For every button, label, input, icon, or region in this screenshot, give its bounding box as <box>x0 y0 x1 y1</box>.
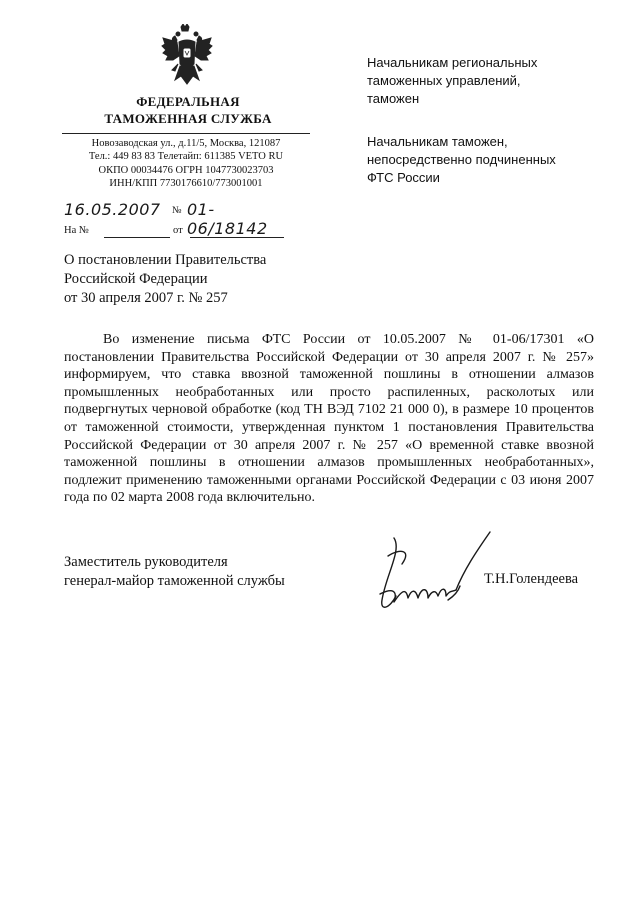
signer-name: Т.Н.Голендеева <box>484 571 579 587</box>
reference-date-blank <box>190 237 284 238</box>
addressee-line: Начальникам региональных <box>367 55 538 70</box>
handwritten-signature-icon <box>372 530 502 620</box>
reference-from-label: от <box>173 225 183 236</box>
addressee-line: непосредственно подчиненных <box>367 152 556 167</box>
org-okpo-line: ОКПО 00034476 ОГРН 1047730023703 <box>98 164 274 176</box>
registration-number: 01-06/18142 <box>187 200 268 238</box>
addressee-block <box>367 54 537 108</box>
signer-position-line: Заместитель руководителя <box>64 554 228 570</box>
reference-line <box>64 225 286 241</box>
addressee-line: таможенных управлений, <box>367 73 521 88</box>
org-name-line: ФЕДЕРАЛЬНАЯ <box>136 94 240 109</box>
letter-subject <box>64 251 266 308</box>
addressee-line: ФТС России <box>367 170 440 185</box>
signer-position-line: генерал-майор таможенной службы <box>64 573 285 589</box>
organization-name <box>76 93 300 127</box>
org-name-line: ТАМОЖЕННАЯ СЛУЖБА <box>104 111 272 126</box>
letterhead-divider <box>62 133 310 134</box>
reference-label: На № <box>64 225 89 236</box>
registration-date: 16.05.2007 <box>64 200 161 219</box>
org-inn-line: ИНН/КПП 7730176610/773001001 <box>109 178 263 190</box>
signer-position <box>64 553 285 591</box>
subject-line: Российской Федерации <box>64 271 208 287</box>
addressee-block <box>367 133 556 187</box>
subject-line: от 30 апреля 2007 г. № 257 <box>64 290 228 306</box>
addressee-line: Начальникам таможен, <box>367 134 508 149</box>
double-headed-eagle-emblem-icon <box>161 24 213 86</box>
organization-contacts <box>64 137 308 191</box>
registration-number-label: № <box>172 205 182 216</box>
reference-number-blank <box>104 237 170 238</box>
letter-body: Во изменение письма ФТС России от 10.05.2007 № 01-06/17301 «О постановлении Правительства Российской Федерации от 30 апреля 2007 г. № 257» информируем, что ставка ввозной таможенной пошлины в отношении алмазов промышленных необработанных или просто распиленных, расколотых или подвергнутых черновой обработке (код ТН ВЭД 7102 21 000 0), в размере 10 процентов от таможенной стоимости, утвержденная пунктом 1 постановления Правительства Российской Федерации от 30 апреля 2007 г. № 257 «О временной ставке ввозной таможенной пошлины в отношении алмазов промышленных необработанных», подлежит применению таможенными органами Российской Федерации с 03 июня 2007 года по 02 марта 2008 года включительно. <box>64 332 594 506</box>
org-address-line: Новозаводская ул., д.11/5, Москва, 121087 <box>91 138 281 149</box>
org-phone-line: Тел.: 449 83 83 Телетайп: 611385 VETO RU <box>88 151 284 163</box>
subject-line: О постановлении Правительства <box>64 252 267 268</box>
addressee-line: таможен <box>367 91 420 106</box>
